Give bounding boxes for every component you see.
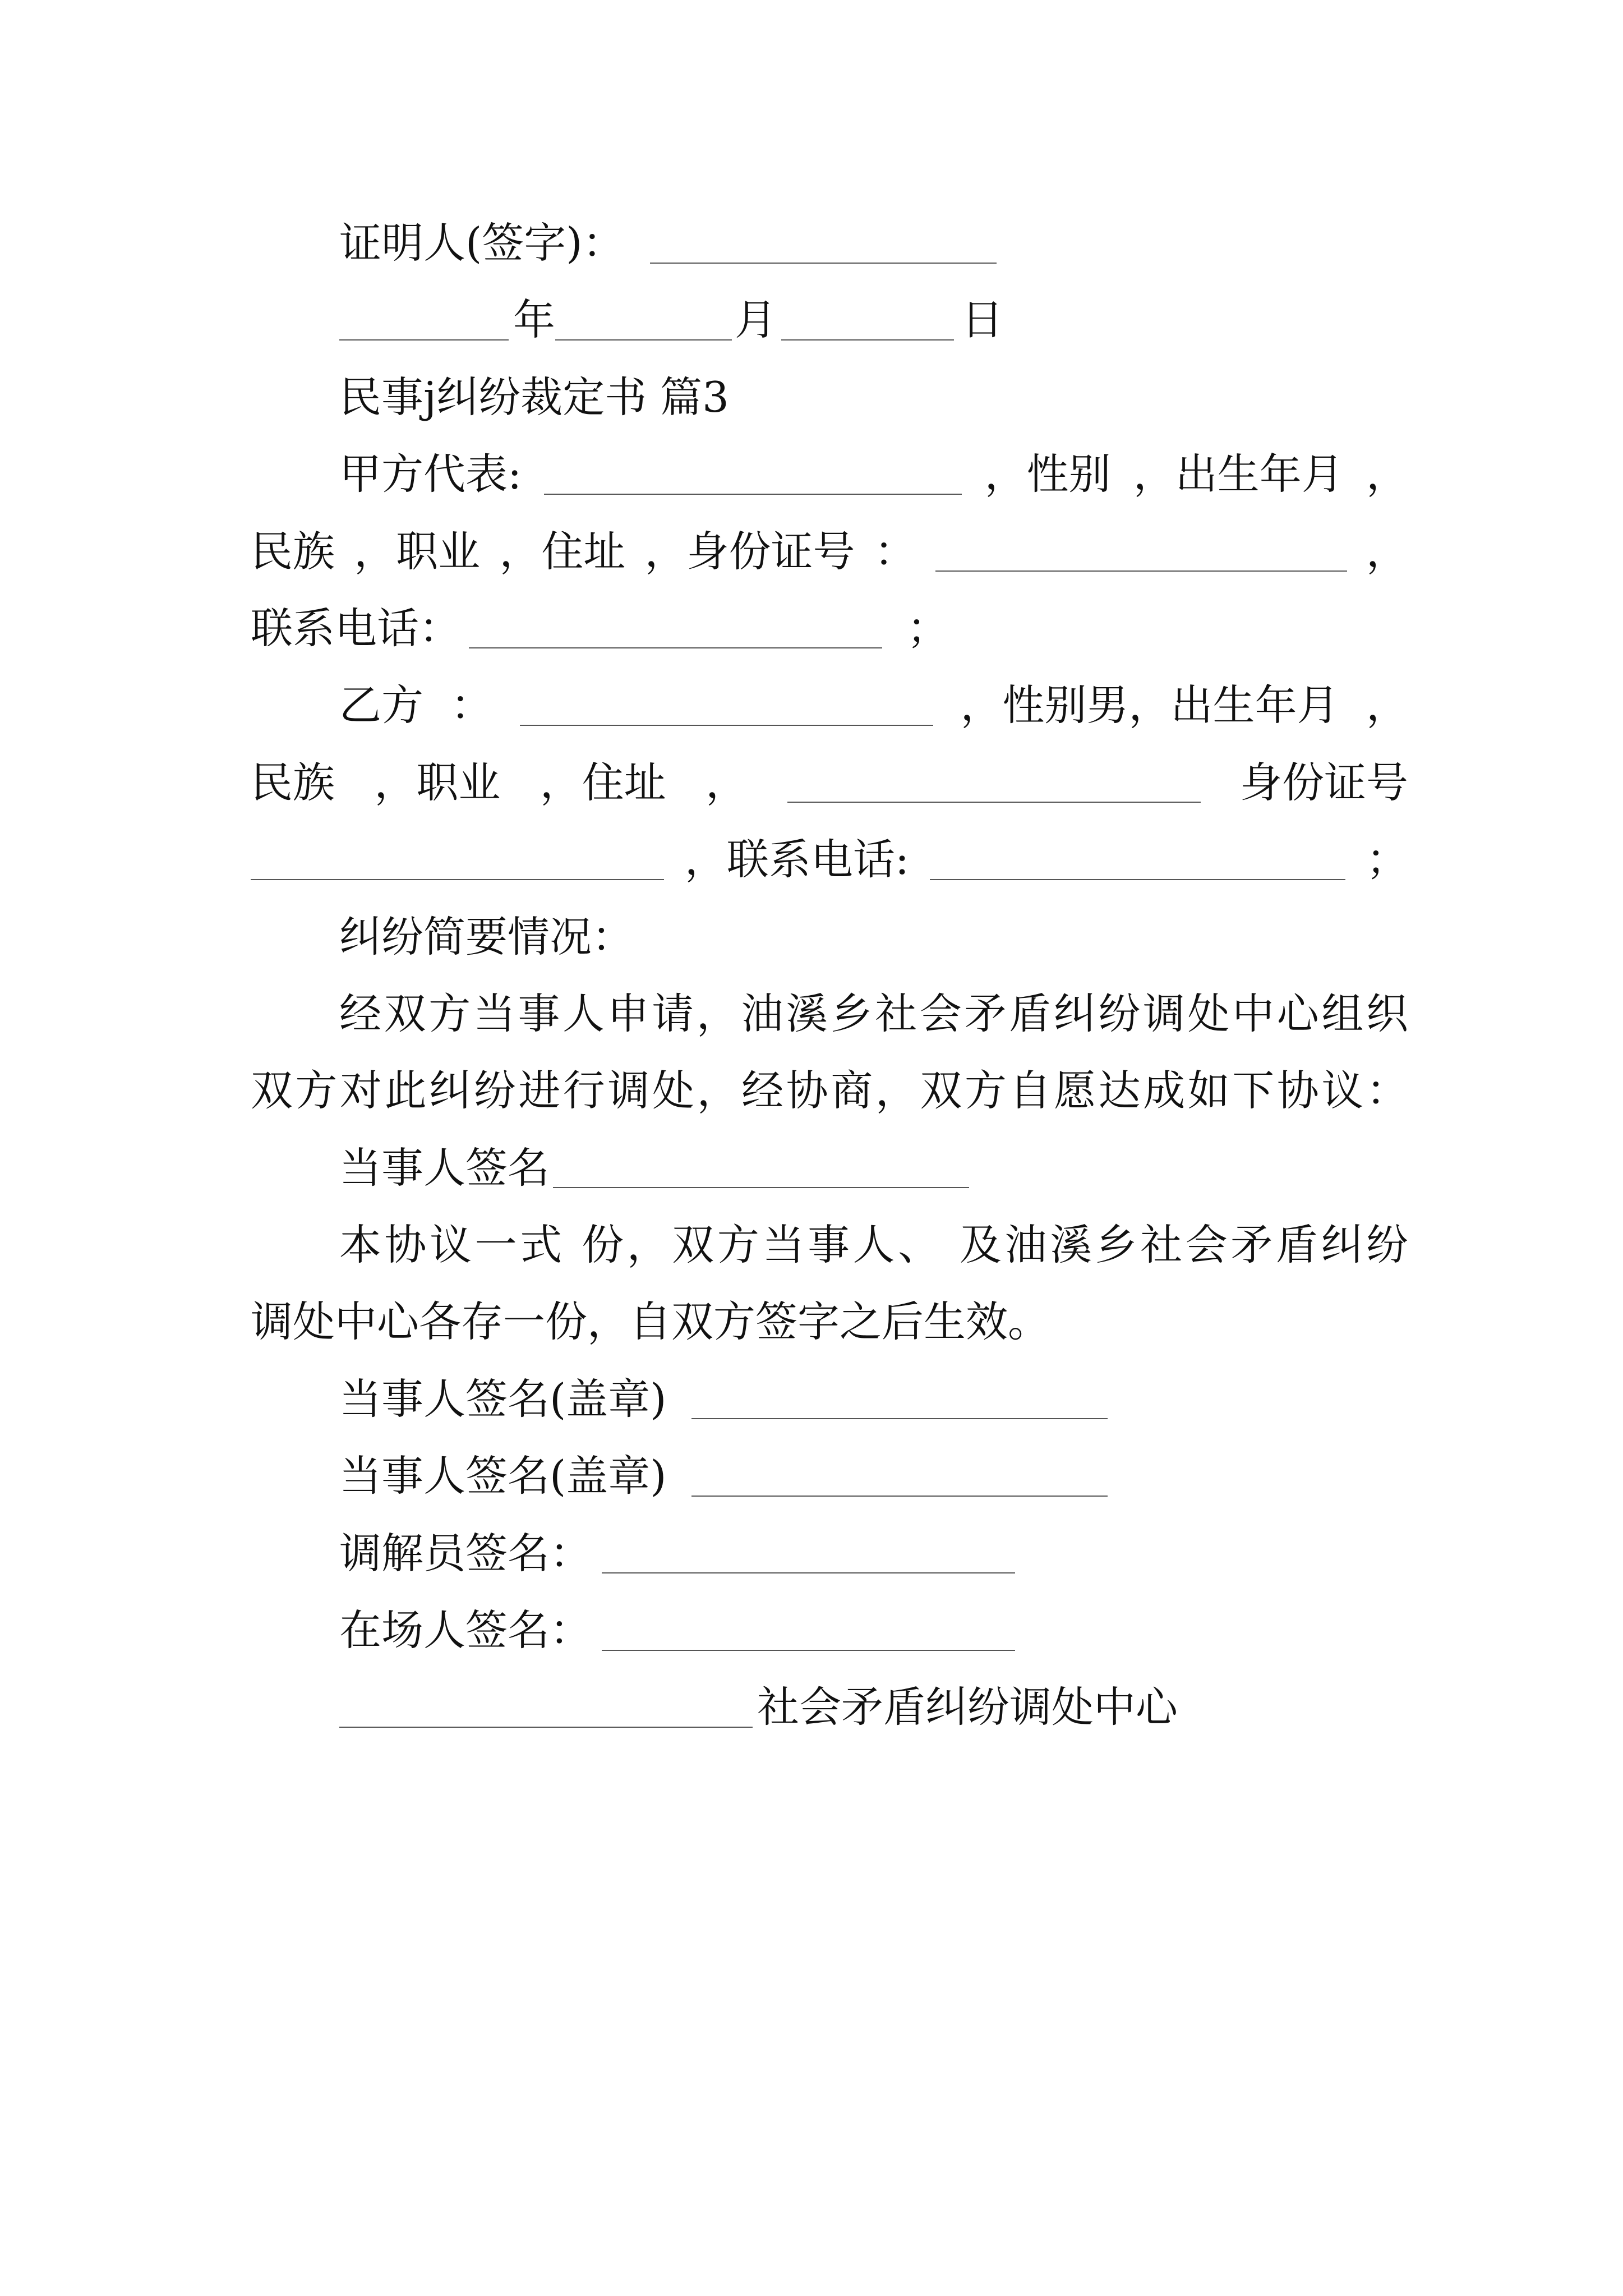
year-blank [339,339,509,341]
witness-present-signature-blank [602,1650,1015,1651]
party-a-line-1 [251,436,1408,513]
party-a-address-label: ，住址 [499,526,626,576]
party-1-seal-line [251,1361,1408,1438]
witness-present-signature-label: 在场人签名： [339,1605,592,1655]
mediator-signature-label: 调解员签名： [339,1528,592,1578]
witness-signature-blank [650,263,997,264]
dispute-summary-heading: 纠纷简要情况： [339,912,634,961]
party-a-phone-label: 联系电话： [251,603,462,653]
party-a-id-label: ，身份证号 [644,526,855,576]
party-b-occupation-label: ，职业 [374,757,501,807]
date-line [251,282,1408,358]
party-a-id-blank [935,570,1347,572]
party-a-punctuation: ； [907,603,949,653]
party-b-phone-blank [930,879,1345,880]
party-2-seal-blank [691,1496,1108,1497]
day-blank [781,339,954,341]
party-a-occupation-label: ，职业 [354,526,481,576]
month-blank [555,339,732,341]
witness-signature-label: 证明人(签字)： [339,218,625,268]
party-signature-label: 当事人签名 [339,1143,550,1193]
witness-signature-line [251,205,1408,282]
mediation-center-line [251,1669,1408,1746]
mediator-signature-line [251,1515,1408,1592]
party-signature-blank [553,1187,969,1188]
party-b-label: 乙方 [339,680,424,730]
party-a-punctuation: ， [1366,526,1408,576]
party-1-seal-label: 当事人签名(盖章) [339,1374,667,1424]
agreement-intro-line-1: 经双方当事人申请，油溪乡社会矛盾纠纷调处中心组织 [339,988,1408,1038]
party-a-phone-blank [469,647,882,648]
party-a-id-colon: ： [874,526,916,576]
party-b-id-blank [251,879,664,880]
party-b-ethnicity-label: 民族 [251,757,335,807]
party-b-punctuation: ， [706,757,748,807]
party-b-phone-label: ，联系电话: [684,835,910,885]
party-b-address-blank [787,802,1201,803]
party-b-line-3 [251,821,1408,898]
document-page [251,205,1408,1746]
agreement-copies-line-1: 本协议一式 份，双方当事人、 及油溪乡社会矛盾纠纷 [339,1220,1408,1270]
party-b-line-1 [251,667,1408,744]
party-b-label-colon: ： [450,680,493,730]
mediation-center-label: 社会矛盾纠纷调处中心 [757,1682,1178,1732]
party-a-label: 甲方代表: [339,449,522,499]
party-b-punctuation: ， [1366,680,1408,730]
party-b-punctuation: ； [1366,835,1408,885]
party-a-ethnicity-label: 民族 [251,526,335,576]
party-a-punctuation: ， [1366,449,1408,499]
party-b-address-label: ，住址 [540,757,666,807]
month-label: 月 [735,295,777,345]
party-2-seal-label: 当事人签名(盖章) [339,1451,667,1501]
day-label: 日 [961,295,1004,345]
year-label: 年 [513,295,556,345]
party-a-birth-label: ，出生年月 [1133,449,1344,499]
party-b-gender-birth-label: ，性别男，出生年月 [960,680,1339,730]
party-b-id-label: 身份证号 [1239,757,1408,807]
agreement-intro-line-2: 双方对此纠纷进行调处，经协商，双方自愿达成如下协议： [251,1066,1408,1116]
document-title: 民事j纠纷裁定书 篇3 [339,372,729,422]
mediation-center-blank [339,1727,753,1728]
witness-present-signature-line [251,1592,1408,1669]
party-1-seal-blank [691,1418,1108,1419]
party-b-name-blank [520,725,933,726]
party-a-name-blank [544,494,962,495]
party-a-line-3 [251,590,1408,667]
mediator-signature-blank [602,1572,1015,1573]
party-b-line-2 [251,744,1408,821]
party-signature-line [251,1130,1408,1207]
party-2-seal-line [251,1438,1408,1515]
party-a-gender-label: ，性别 [984,449,1111,499]
party-a-line-2 [251,513,1408,590]
agreement-copies-line-2: 调处中心各存一份，自双方签字之后生效。 [251,1297,1050,1347]
